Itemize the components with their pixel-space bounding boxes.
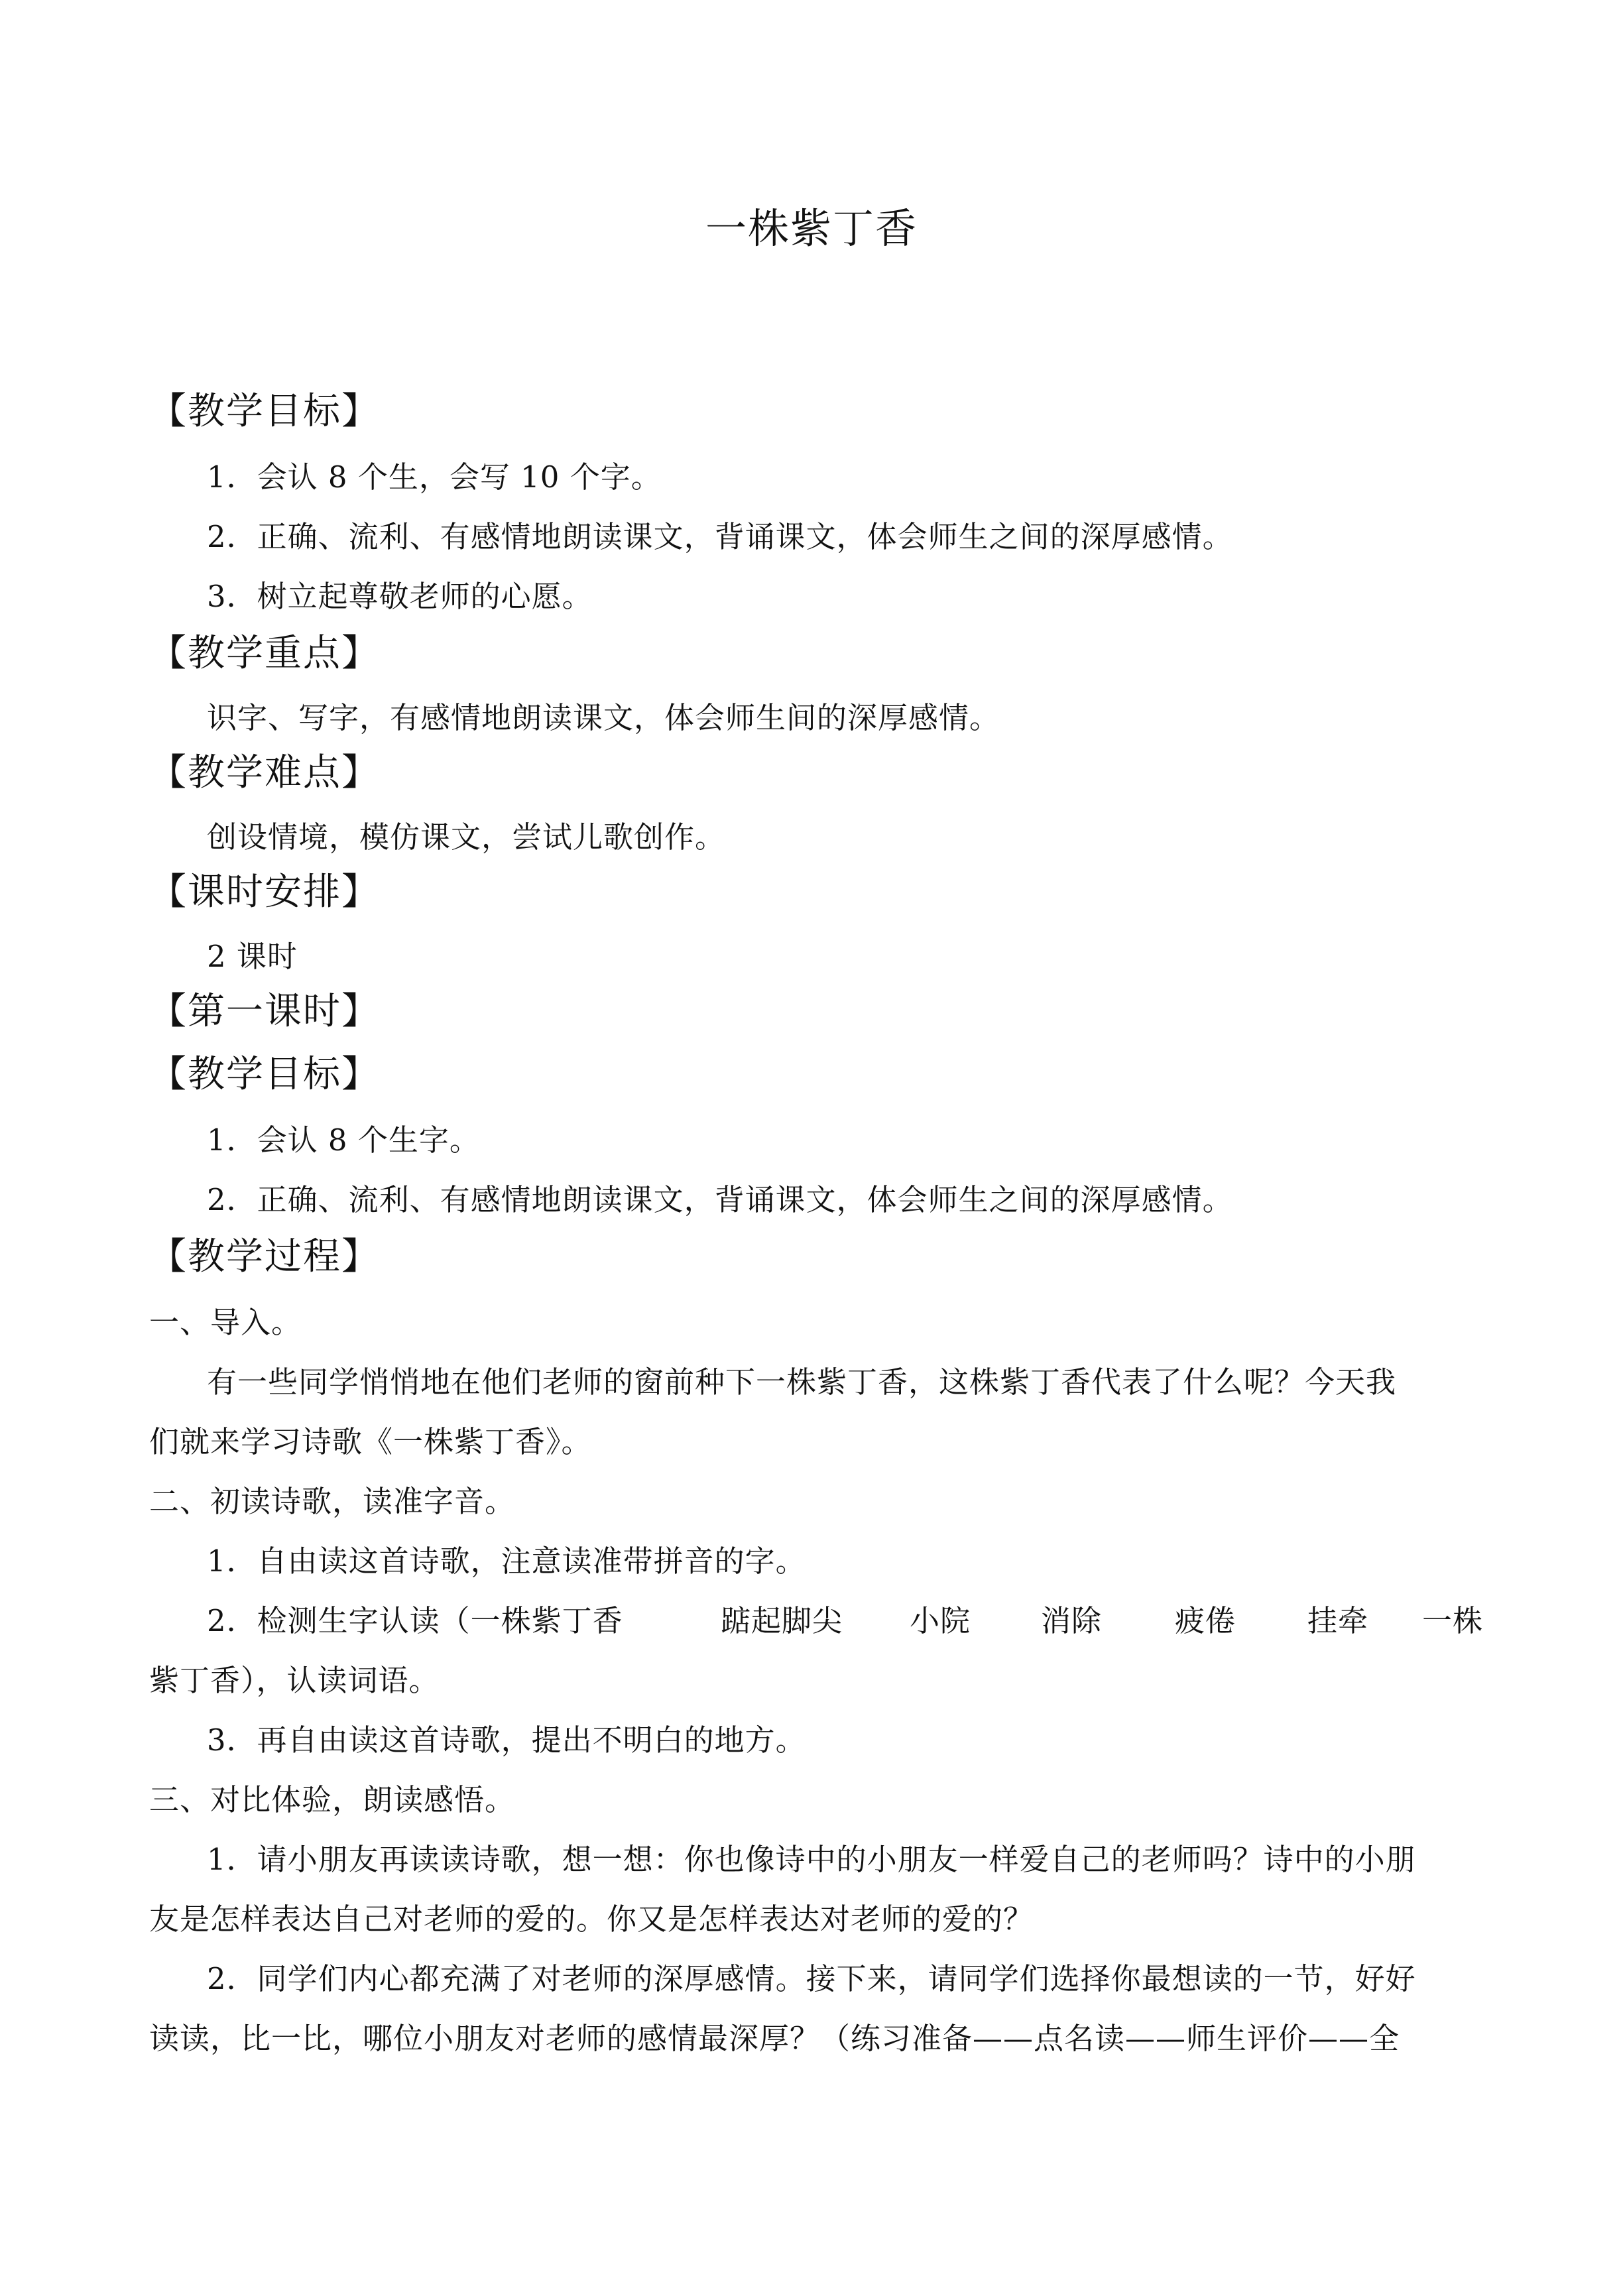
section-2-title: 二、初读诗歌，读准字音。	[149, 1484, 516, 1519]
page-title: 一株紫丁香	[705, 204, 918, 253]
goal-2: 2．正确、流利、有感情地朗读课文，背诵课文，体会师生之间的深厚感情。	[207, 519, 1233, 554]
section-2-item-1: 1．自由读这首诗歌，注意读准带拼音的字。	[207, 1543, 806, 1579]
goal-3: 3．树立起尊敬老师的心愿。	[207, 579, 593, 614]
heading-teaching-process: 【教学过程】	[149, 1235, 380, 1278]
section-2-item-2-line-1	[207, 1601, 1482, 1641]
key-points-text: 识字、写字，有感情地朗读课文，体会师生间的深厚感情。	[207, 700, 1000, 735]
difficulties-text: 创设情境，模仿课文，尝试儿歌创作。	[207, 819, 726, 855]
vocab-word: 挂牵	[1307, 1603, 1369, 1638]
heading-first-lesson: 【第一课时】	[149, 990, 380, 1033]
vocab-word: 疲倦	[1175, 1603, 1236, 1638]
vocab-word: 小院	[910, 1603, 971, 1638]
heading-key-points: 【教学重点】	[149, 632, 380, 675]
vocab-word: 踮起脚尖	[721, 1603, 843, 1638]
schedule-text: 2 课时	[207, 939, 298, 974]
section-3-item-1-line-1: 1．请小朋友再读读诗歌，想一想：你也像诗中的小朋友一样爱自己的老师吗？诗中的小朋	[207, 1842, 1416, 1877]
lesson-goal-1: 1．会认 8 个生字。	[207, 1122, 480, 1158]
section-3-title: 三、对比体验，朗读感悟。	[149, 1782, 516, 1817]
lesson-goal-2: 2．正确、流利、有感情地朗读课文，背诵课文，体会师生之间的深厚感情。	[207, 1182, 1233, 1217]
heading-schedule: 【课时安排】	[149, 871, 380, 914]
section-3-item-2-line-2: 读读，比一比，哪位小朋友对老师的感情最深厚？（练习准备——点名读——师生评价——全	[149, 2021, 1400, 2056]
section-2-item-2-line-2: 紫丁香），认读词语。	[149, 1663, 440, 1698]
paragraph-1-line-2: 们就来学习诗歌《一株紫丁香》。	[149, 1424, 592, 1459]
vocab-word: 消除	[1041, 1603, 1103, 1638]
goal-1: 1．会认 8 个生，会写 10 个字。	[207, 459, 662, 495]
section-1-title: 一、导入。	[149, 1305, 302, 1340]
vocab-prefix: 2．检测生字认读（一株紫丁香	[207, 1603, 623, 1638]
heading-teaching-goals: 【教学目标】	[149, 390, 380, 433]
section-3-item-1-line-2: 友是怎样表达自己对老师的爱的。你又是怎样表达对老师的爱的？	[149, 1902, 1034, 1937]
paragraph-1-line-1: 有一些同学悄悄地在他们老师的窗前种下一株紫丁香，这株紫丁香代表了什么呢？今天我	[207, 1364, 1397, 1400]
vocab-word: 一株	[1422, 1603, 1484, 1638]
section-3-item-2-line-1: 2．同学们内心都充满了对老师的深厚感情。接下来，请同学们选择你最想读的一节，好好	[207, 1961, 1416, 1996]
section-2-item-3: 3．再自由读这首诗歌，提出不明白的地方。	[207, 1722, 806, 1758]
heading-difficulties: 【教学难点】	[149, 751, 380, 794]
heading-lesson-goals: 【教学目标】	[149, 1053, 380, 1096]
